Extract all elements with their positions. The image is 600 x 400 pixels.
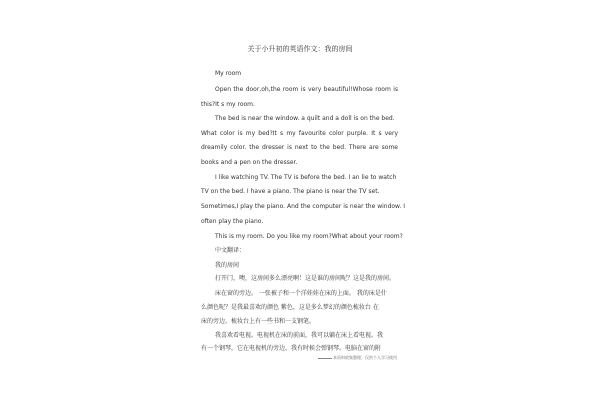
english-line: I like watching TV. The TV is before the bed. I an lie to watch bbox=[215, 174, 397, 181]
chinese-label: 中文翻译： bbox=[215, 247, 246, 254]
english-line: Sometimes,I play the piano. And the computer is near the window. I bbox=[201, 203, 405, 210]
document-title: 关于小升初的英语作文：我的房间 bbox=[247, 45, 353, 53]
footer-note bbox=[318, 355, 397, 361]
chinese-heading: 我的房间 bbox=[215, 262, 240, 269]
english-line: This is my room. Do you like my room?What about your room? bbox=[215, 233, 403, 240]
english-line: The bed is near the window. a quilt and a doll is on the bed. bbox=[215, 115, 395, 122]
english-line: dreamily color. the dresser is next to the bed. There are some bbox=[201, 144, 398, 151]
english-line: What color is my bed?It s my favourite color purple. It s very bbox=[201, 130, 398, 137]
english-line: TV on the bed. I have a piano. The piano is near the TV set. bbox=[201, 188, 380, 195]
english-line: this?It s my room. bbox=[201, 101, 255, 108]
english-line: often play the piano. bbox=[201, 218, 264, 225]
footer-text: 本资料收集整理，仅供个人学习使用 bbox=[333, 355, 397, 360]
english-heading: My room bbox=[215, 70, 242, 77]
chinese-line: 打开门，噢，这房间多么漂亮啊！这是谁的房间呢？这是我的房间。 bbox=[215, 275, 396, 282]
english-line: Open the door,oh,the room is very beautiful!Whose room is bbox=[215, 86, 398, 93]
footer-rule bbox=[318, 358, 332, 359]
chinese-line: 床的旁边。梳妆台上有一些书和一支钢笔。 bbox=[201, 318, 316, 325]
chinese-line: 么颜色呢？是我最喜欢的颜色 紫色，这是多么梦幻的颜色梳妆台 在 bbox=[201, 304, 379, 311]
english-line: books and a pen on the dresser. bbox=[201, 159, 298, 166]
chinese-line: 有一个钢琴，它在电视机的旁边，我有时候会弹钢琴。电脑在窗的附 bbox=[201, 345, 382, 352]
chinese-line: 我喜欢看电视。电视机在床的前面，我可以躺在床上看电视。我 bbox=[215, 332, 384, 339]
chinese-line: 床在窗的旁边。 一张被子和一个洋娃娃在床的上面。 我的床是什 bbox=[215, 290, 387, 297]
